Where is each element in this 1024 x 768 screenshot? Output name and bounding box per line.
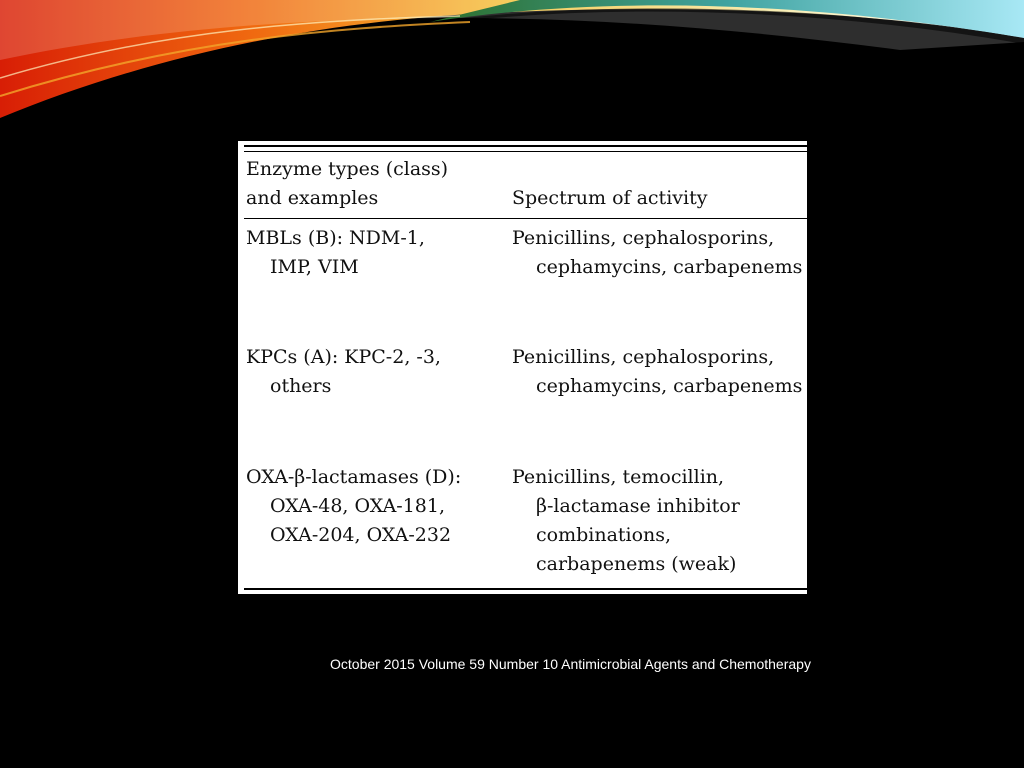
- row-mbls-spectrum: Penicillins, cephalosporins, cephamycins, carbapenems: [512, 227, 803, 278]
- row-kpcs-spectrum: Penicillins, cephalosporins, cephamycins, carbapenems: [512, 346, 803, 397]
- journal-citation: October 2015 Volume 59 Number 10 Antimicrobial Agents and Chemotherapy: [330, 656, 811, 672]
- enzyme-activity-table: [238, 141, 807, 594]
- row-mbls-enzyme: MBLs (B): NDM-1, IMP, VIM: [246, 227, 425, 278]
- table-top-rule: [244, 145, 807, 147]
- row-kpcs-enzyme: KPCs (A): KPC-2, -3, others: [246, 346, 441, 397]
- decorative-swoosh-banner: [0, 0, 1024, 130]
- header-spectrum: Spectrum of activity: [512, 187, 708, 209]
- table-header-rule: [244, 218, 807, 219]
- row-oxa-enzyme: OXA-β-lactamases (D): OXA-48, OXA-181, OXA-204, OXA-232: [246, 466, 462, 546]
- header-enzyme-types: Enzyme types (class) and examples: [246, 158, 449, 209]
- table-top-rule-thin: [244, 151, 807, 152]
- row-oxa-spectrum: Penicillins, temocillin, β-lactamase inhibitor combinations, carbapenems (weak): [512, 466, 740, 575]
- table-bottom-rule: [244, 588, 807, 590]
